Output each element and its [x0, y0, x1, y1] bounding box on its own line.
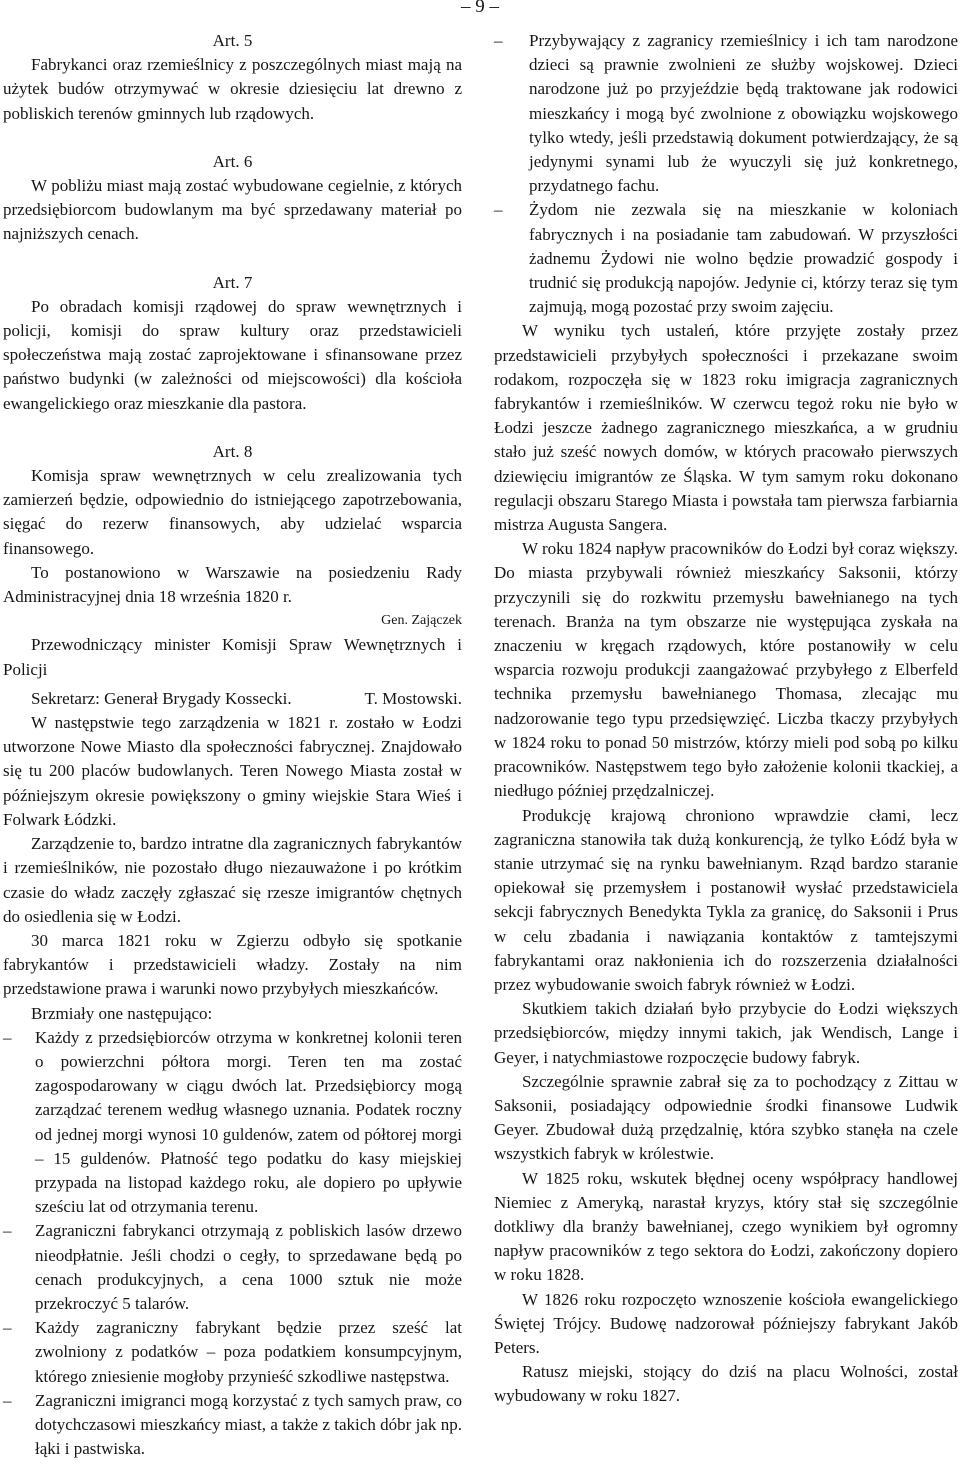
right-column [494, 29, 958, 1409]
dash-item-text: Przybywający z zagranicy rzemieślnicy i ich tam narodzone dzieci są prawnie zwolnieni ze służby wojskowej. Dzieci narodzone już po przyjeździe będą traktowane jak rodowici mieszkańcy i mogą być zwolnione z obowiązku wojskowego tylko wtedy, jeśli przedstawią dokument potwierdzający, że są jedynymi synami lub że wyuczyli się już konkretnego, przydatnego fachu. [529, 31, 958, 196]
article-7-text: Po obradach komisji rządowej do spraw wewnętrznych i policji, komisji do spraw kultury oraz przedstawicieli społeczeństwa mają zostać zaprojektowane i sfinansowane przez państwo budynki (w zależności od miejscowości) dla kościoła ewangelickiego oraz mieszkanie dla pastora. [3, 296, 462, 413]
article-6-heading: Art. 6 [212, 151, 253, 171]
dash-list-item [3, 1026, 462, 1220]
dash-bullet: – [3, 1221, 12, 1241]
dash-item-text: Każdy zagraniczny fabrykant będzie przez sześć lat zwolniony z podatków – poza podatkiem konsumpcyjnym, którego zniesienie mogłoby przynieść szkodliwe następstwa. [35, 1318, 462, 1386]
paragraph: W 1826 roku rozpoczęto wznoszenie kościoła ewangelickiego Świętej Trójcy. Budowę nadzorował późniejszy fabrykant Jakób Peters. [494, 1289, 958, 1357]
dash-item-text: Zagraniczni imigranci mogą korzystać z tych samych praw, co dotychczasowi mieszkańcy miast, a także z takich dóbr jak np. łąki i pastwiska. [35, 1390, 462, 1459]
paragraph: W następstwie tego zarządzenia w 1821 r. zostało w Łodzi utworzone Nowe Miasto dla społeczności fabrycznej. Znajdowało się tu 200 placów budowlanych. Teren Nowego Miasta został w późniejszym okresie powiększony o gminy wiejskie Stara Wieś i Folwark Łódzki. [3, 713, 462, 829]
page-number: – 9 – [461, 0, 499, 17]
paragraph: W roku 1824 napływ pracowników do Łodzi był coraz większy. Do miasta przybywali również mieszkańcy Saksonii, którzy przyczynili się do rozkwitu przemysłu bawełnianego na tych terenach. Branża na tym obszarze nie występująca zyskała na znaczeniu w kręgach rządowych, które postanowiły w celu wsparcia rozwoju produkcji zaangażować przybyłego z Elberfeld technika przemysłu bawełnianego Thomasa, zlecając mu nadzorowanie tego typu przedsięwzięć. Liczba tkaczy przybyłych w 1824 roku to ponad 50 mistrzów, którzy mieli pod sobą po kilku pracowników. Następstwem tego było założenie kolonii tkackiej, a niedługo później przędzalniczej. [494, 539, 958, 801]
article-6-text: W pobliżu miast mają zostać wybudowane cegielnie, z których przedsiębiorcom budowlanym ma być sprzedawany materiał po najniższych cenach. [3, 176, 462, 244]
dash-item-text: Żydom nie zezwala się na mieszkanie w koloniach fabrycznych i na posiadanie tam zabudowań. W przyszłości żadnemu Żydowi nie wolno będzie prowadzić gospody i trudnić się produkcją napojów. Jedynie ci, którzy teraz się tym zajmują, mogą pozostać przy swoim zajęciu. [529, 200, 958, 317]
dash-item-text: Każdy z przedsiębiorców otrzyma w konkretnej kolonii teren o powierzchni półtora morgi. Teren ten ma zostać zagospodarowany w ciągu dwóch lat. Przedsiębiorcy mogą zarządzać terenem według własnego uznania. Podatek roczny od jednej morgi wynosi 10 guldenów, zatem od półtorej morgi – 15 guldenów. Płatność tego podatku do kasy miejskiej przypada na listopad każdego roku, ale dopiero po upływie sześciu lat od otrzymania terenu. [35, 1027, 462, 1217]
paragraph: 30 marca 1821 roku w Zgierzu odbyło się spotkanie fabrykantów i przedstawicieli władzy. Zostały na nim przedstawione prawa i warunki nowo przybyłych mieszkańców. [3, 930, 462, 999]
secretary-left: Sekretarz: Generał Brygady Kossecki. [31, 688, 292, 708]
signature-gen: Gen. Zajączek [381, 613, 462, 629]
article-7-heading: Art. 7 [212, 272, 253, 292]
paragraph: Ratusz miejski, stojący do dziś na placu Wolności, został wybudowany w roku 1827. [494, 1362, 958, 1406]
dash-bullet: – [494, 200, 503, 220]
paragraph: Produkcję krajową chroniono wprawdzie cłami, lecz zagraniczna stanowiła tak dużą konkurencją, że tylko Łódź była w stanie utrzymać się na rynku bawełnianym. Rząd bardzo staranie opiekował się przemysłem i postanowił wysłać przedstawiciela sekcji fabrycznych Benedykta Tykla za granicę, do Saksonii i Prus w celu zbadania i nawiązania kontaktów z tamtejszymi fabrykantami oraz nakłonienia ich do rozszerzenia działalności przez wybudowanie swoich fabryk również w Łodzi. [494, 805, 958, 994]
paragraph: Brzmiały one następująco: [31, 1003, 213, 1023]
paragraph: W 1825 roku, wskutek błędnej oceny współpracy handlowej Niemiec z Ameryką, narastał kryzys, który stał się szczególnie dotkliwy dla branży bawełnianej, czego wynikiem był ogromny napływ pracowników z tego sektora do Łodzi, zakończony dopiero w roku 1828. [494, 1168, 958, 1285]
paragraph: Szczególnie sprawnie zabrał się za to pochodzący z Zittau w Saksonii, posiadający odpowiednie środki finansowe Ludwik Geyer. Zbudował dużą przędzalnię, która szybko stanęła na czele wszystkich fabryk w królestwie. [494, 1071, 958, 1164]
dash-list-item [3, 1316, 462, 1389]
dash-item-text: Zagraniczni fabrykanci otrzymają z pobliskich lasów drzewo nieodpłatnie. Jeśli chodzi o cegły, to sprzedawane będą po cenach produkcyjnych, a cena 1000 sztuk nie może przekroczyć 5 talarów. [35, 1221, 462, 1313]
secretary-line [3, 687, 462, 711]
chairman-text: Przewodniczący minister Komisji Spraw Wewnętrznych i Policji [3, 635, 462, 679]
dash-list-item [3, 1389, 462, 1462]
dash-list-item [3, 1219, 462, 1316]
dash-bullet: – [3, 1318, 12, 1338]
dash-list-item [494, 198, 958, 319]
article-5-heading: Art. 5 [212, 31, 253, 50]
paragraph: W wyniku tych ustaleń, które przyjęte zostały przez przedstawicieli przybyłych społeczności i przekazane swoim rodakom, rozpoczęła się w 1823 roku imigracja zagranicznych fabrykantów i rzemieślników. W czerwcu tegoż roku nie było w Łodzi jeszcze żadnego zagranicznego mieszkańca, a w grudniu stało już sześć nowych domów, w których pracowało pierwszych dziewięciu imigrantów ze Śląska. W tym samym roku dokonano regulacji obszaru Starego Miasta i powstała tam pierwsza farbiarnia mistrza Augusta Sangera. [494, 321, 958, 535]
dash-list-item [494, 29, 958, 198]
dash-bullet: – [3, 1027, 12, 1047]
dash-bullet: – [494, 31, 503, 50]
article-8-heading: Art. 8 [212, 441, 253, 461]
paragraph: Skutkiem takich działań było przybycie do Łodzi większych przedsiębiorców, między innymi takich, jak Wendisch, Lange i Geyer, i natychmiastowe rozpoczęcie budowy fabryk. [494, 999, 958, 1067]
dash-bullet: – [3, 1390, 12, 1410]
article-8-text: Komisja spraw wewnętrznych w celu zrealizowania tych zamierzeń będzie, odpowiednio do istniejącego zapotrzebowania, sięgać do rezerw finansowych, aby udzielać wsparcia finansowego. [3, 466, 462, 558]
resolution-text: To postanowiono w Warszawie na posiedzeniu Rady Administracyjnej dnia 18 września 1820 r. [3, 562, 462, 607]
secretary-right: T. Mostowski. [364, 688, 462, 708]
article-5-text: Fabrykanci oraz rzemieślnicy z poszczególnych miast mają na użytek budów otrzymywać w okresie dziesięciu lat drewno z pobliskich terenów gminnych lub rządowych. [3, 55, 462, 123]
paragraph: Zarządzenie to, bardzo intratne dla zagranicznych fabrykantów i rzemieślników, nie pozostało długo niezauważone i po krótkim czasie do władz zaczęły zgłaszać się rzesze imigrantów chętnych do osiedlenia się w Łodzi. [3, 834, 462, 926]
left-column [3, 29, 462, 1461]
